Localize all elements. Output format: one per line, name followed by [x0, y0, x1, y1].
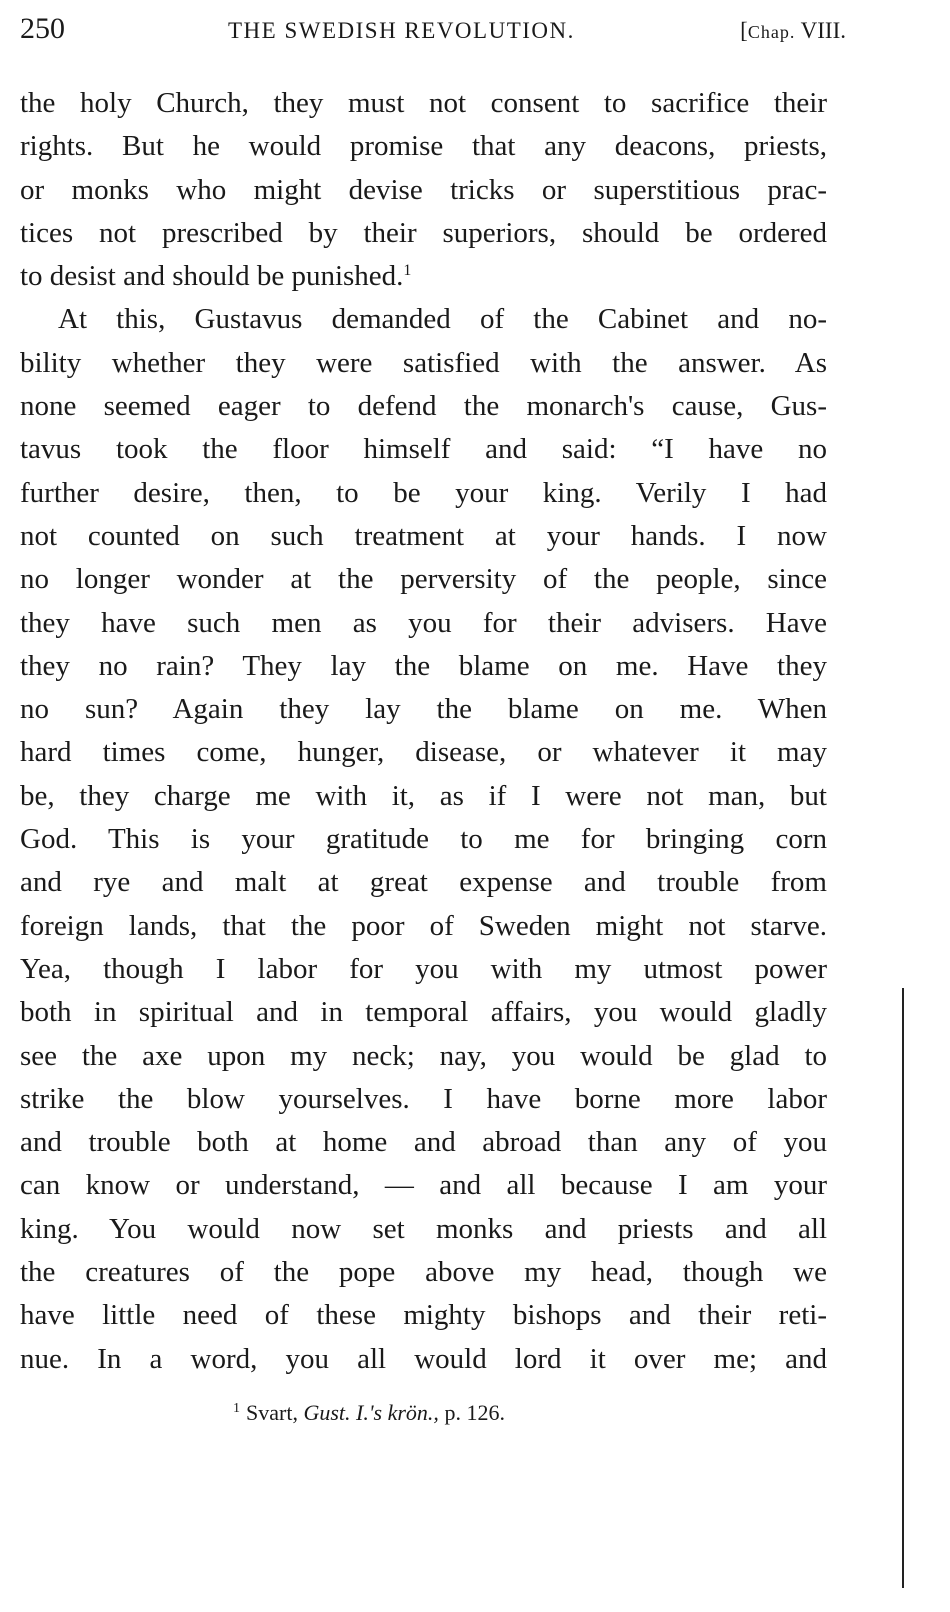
text-line: be, they charge me with it, as if I were not man, but	[20, 779, 827, 812]
text-line: foreign lands, that the poor of Sweden might not starve.	[20, 909, 827, 942]
footnote-marker: 1	[403, 262, 412, 280]
text-line: tices not prescribed by their superiors, should be ordered	[20, 216, 827, 249]
text-line: not counted on such treatment at your hands. I now	[20, 519, 827, 552]
text-line: and rye and malt at great expense and trouble from	[20, 866, 827, 899]
chapter-bracket: [	[740, 18, 748, 43]
text-line: no sun? Again they lay the blame on me. When	[20, 693, 827, 726]
text-line: bility whether they were satisfied with the answer. As	[20, 346, 827, 379]
text-line: nue. In a word, you all would lord it over me; and	[20, 1342, 827, 1375]
chapter-number: VIII.	[795, 18, 846, 43]
footnote-author: Svart,	[246, 1400, 298, 1425]
text-line: further desire, then, to be your king. Verily I had	[20, 476, 827, 509]
text-line-content: to desist and should be punished.	[20, 260, 404, 293]
text-line: God. This is your gratitude to me for bringing corn	[20, 823, 827, 856]
text-line: rights. But he would promise that any deacons, priests,	[20, 130, 827, 163]
footnote	[233, 1400, 505, 1426]
footnote-number: 1	[233, 1401, 240, 1416]
text-line: tavus took the floor himself and said: “I have no	[20, 433, 827, 466]
running-title: THE SWEDISH REVOLUTION.	[228, 18, 575, 43]
chapter-label: Chap.	[747, 22, 796, 42]
text-line: they have such men as you for their advisers. Have	[20, 606, 827, 639]
text-line	[20, 255, 827, 298]
text-line: the creatures of the pope above my head, though we	[20, 1256, 827, 1289]
chapter-reference	[740, 18, 846, 44]
body-text	[20, 82, 827, 1381]
text-line: and trouble both at home and abroad than any of you	[20, 1126, 827, 1159]
text-line: the holy Church, they must not consent to sacrifice their	[20, 87, 827, 119]
text-line: both in spiritual and in temporal affairs, you would gladly	[20, 996, 827, 1029]
running-head	[20, 12, 846, 52]
text-line: have little need of these mighty bishops and their reti-	[20, 1299, 827, 1332]
footnote-work: Gust. I.'s krön.,	[303, 1400, 439, 1425]
page-number: 250	[20, 12, 65, 45]
text-line: see the axe upon my neck; nay, you would be glad to	[20, 1039, 827, 1072]
text-line: strike the blow yourselves. I have borne more labor	[20, 1082, 827, 1115]
text-line: no longer wonder at the perversity of the people, since	[20, 563, 827, 596]
text-line: or monks who might devise tricks or superstitious prac-	[20, 173, 827, 206]
footnote-page: p. 126.	[444, 1400, 505, 1425]
text-line: At this, Gustavus demanded of the Cabinet and no-	[58, 303, 827, 336]
text-line: Yea, though I labor for you with my utmost power	[20, 952, 827, 985]
text-line: hard times come, hunger, disease, or whatever it may	[20, 736, 827, 769]
page-edge-line	[902, 988, 904, 1588]
text-line: can know or understand, — and all because I am your	[20, 1169, 827, 1202]
text-line: none seemed eager to defend the monarch's cause, Gus-	[20, 390, 827, 423]
text-line: they no rain? They lay the blame on me. Have they	[20, 649, 827, 682]
text-line: king. You would now set monks and priests and all	[20, 1212, 827, 1245]
